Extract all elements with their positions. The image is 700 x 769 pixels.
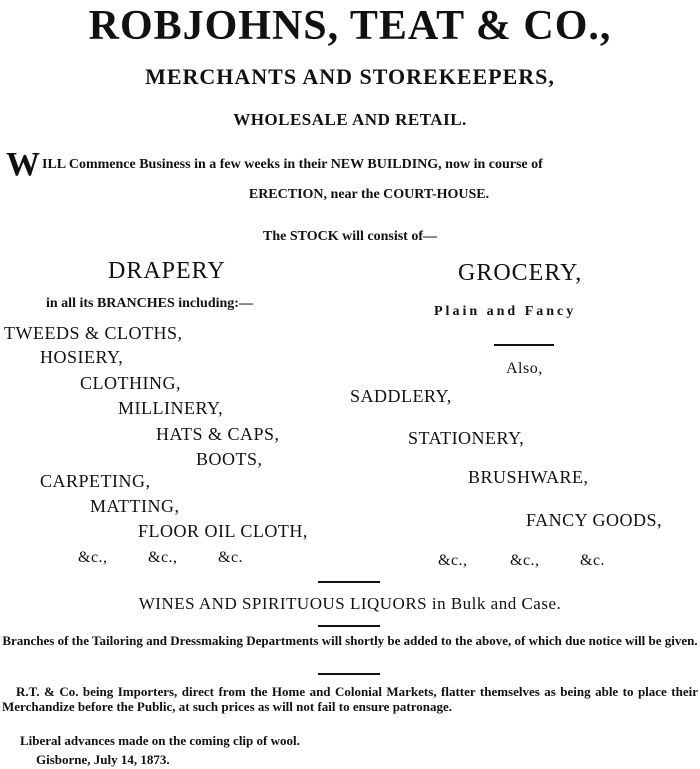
branches-notice: Branches of the Tailoring and Dressmaking Departments will shortly be added to the above, of which due notice will be given. — [2, 633, 698, 648]
grocery-subtitle: Plain and Fancy — [434, 304, 577, 319]
grocery-also: Also, — [506, 360, 543, 377]
drapery-etc: &c., — [148, 549, 178, 566]
drop-cap: W — [6, 146, 40, 183]
drapery-item: MILLINERY, — [118, 398, 224, 418]
opening-announcement — [6, 146, 696, 210]
announcement-line-1: ILL Commence Business in a few weeks in their NEW BUILDING, now in course of — [42, 157, 543, 172]
drapery-item: MATTING, — [90, 496, 180, 516]
grocery-item: STATIONERY, — [408, 428, 525, 448]
grocery-item: BRUSHWARE, — [468, 467, 589, 487]
drapery-etc: &c., — [78, 549, 108, 566]
drapery-item: HATS & CAPS, — [156, 424, 280, 444]
drapery-item: CLOTHING, — [80, 373, 181, 393]
business-type: MERCHANTS AND STOREKEEPERS, — [145, 64, 555, 89]
firm-name: ROBJOHNS, TEAT & CO., — [88, 3, 612, 49]
drapery-item: HOSIERY, — [40, 347, 124, 367]
divider-rule — [494, 344, 554, 346]
stock-intro: The STOCK will consist of— — [263, 229, 437, 244]
drapery-etc: &c. — [218, 549, 244, 566]
advances-notice: Liberal advances made on the coming clip of wool. — [20, 733, 300, 748]
drapery-subtitle: in all its BRANCHES including:— — [46, 296, 253, 311]
grocery-etc: &c., — [510, 552, 540, 569]
dateline: Gisborne, July 14, 1873. — [36, 752, 170, 767]
importers-notice: R.T. & Co. being Importers, direct from the Home and Colonial Markets, flatter themselves as being able to place their Merchandize before the Public, at such prices as will not fail to ensure patronage. — [2, 684, 698, 714]
divider-rule — [318, 625, 380, 627]
grocery-etc: &c. — [580, 552, 606, 569]
drapery-item: FLOOR OIL CLOTH, — [138, 521, 308, 541]
trade-type: WHOLESALE AND RETAIL. — [233, 110, 467, 129]
divider-rule — [318, 581, 380, 583]
announcement-line-2: ERECTION, near the COURT-HOUSE. — [248, 187, 490, 202]
drapery-item: BOOTS, — [196, 449, 263, 469]
drapery-item: TWEEDS & CLOTHS, — [4, 323, 183, 343]
drapery-item: CARPETING, — [40, 471, 151, 491]
divider-rule — [318, 673, 380, 675]
grocery-title: GROCERY, — [458, 260, 583, 286]
grocery-item: SADDLERY, — [350, 386, 452, 406]
grocery-item: FANCY GOODS, — [526, 510, 663, 530]
drapery-title: DRAPERY — [108, 258, 226, 284]
wines-line: WINES AND SPIRITUOUS LIQUORS in Bulk and Case. — [138, 594, 562, 613]
grocery-etc: &c., — [438, 552, 468, 569]
